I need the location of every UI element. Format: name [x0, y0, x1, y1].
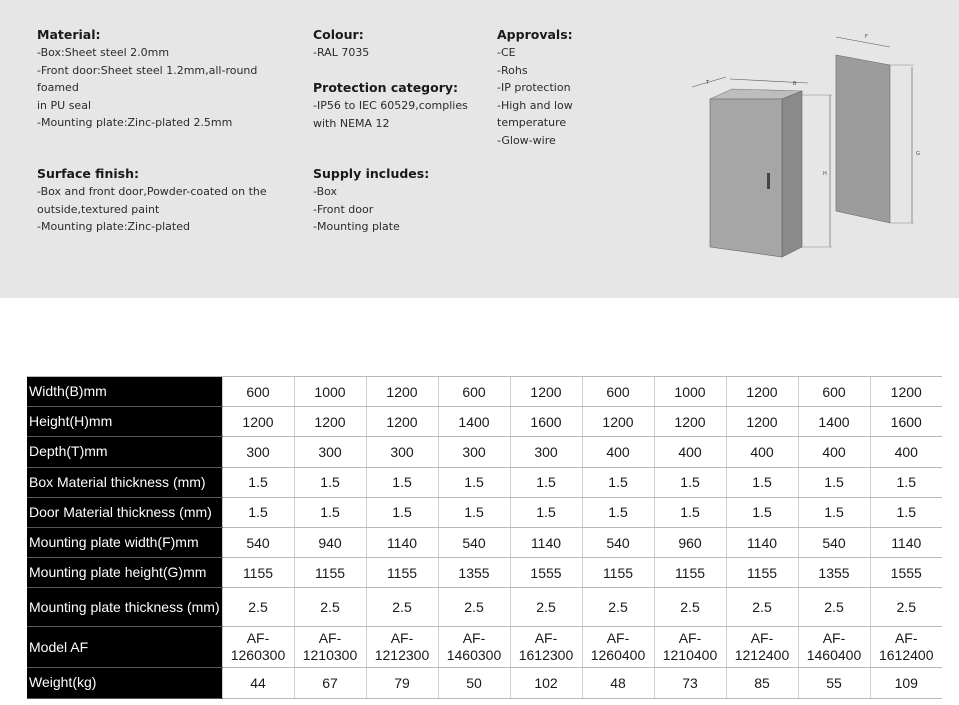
table-cell: 1155 — [222, 558, 294, 588]
table-cell: 1155 — [366, 558, 438, 588]
table-cell: 1155 — [582, 558, 654, 588]
table-cell: 600 — [222, 377, 294, 407]
table-cell: 55 — [798, 668, 870, 698]
door-handle — [767, 173, 770, 189]
table-cell: AF-1460400 — [798, 627, 870, 668]
table-cell: 1200 — [366, 407, 438, 437]
table-cell: 1.5 — [366, 467, 438, 497]
table-cell: 1155 — [654, 558, 726, 588]
dim-line-plate-width — [836, 37, 890, 47]
table-cell: 600 — [582, 377, 654, 407]
table-row — [27, 588, 942, 627]
table-cell: 300 — [438, 437, 510, 467]
table-cell: AF-1260400 — [582, 627, 654, 668]
table-cell: 1200 — [870, 377, 942, 407]
table-cell: 2.5 — [222, 588, 294, 627]
table-cell: 1600 — [870, 407, 942, 437]
table-cell: 1140 — [366, 527, 438, 557]
table-row — [27, 497, 942, 527]
table-row — [27, 558, 942, 588]
table-cell: 300 — [222, 437, 294, 467]
table-cell: 1.5 — [510, 467, 582, 497]
table-cell: 600 — [798, 377, 870, 407]
table-cell: 2.5 — [294, 588, 366, 627]
spec-protection-line: -IP56 to IEC 60529,complies — [313, 99, 468, 112]
table-cell: 2.5 — [798, 588, 870, 627]
table-cell: 400 — [870, 437, 942, 467]
enclosure-illustration — [680, 25, 930, 270]
table-cell: 400 — [582, 437, 654, 467]
spec-colour-line: -RAL 7035 — [313, 46, 370, 59]
table-cell: 300 — [294, 437, 366, 467]
table-cell: 540 — [438, 527, 510, 557]
spec-table-body — [27, 377, 942, 699]
table-cell: 2.5 — [726, 588, 798, 627]
table-row — [27, 377, 942, 407]
table-row — [27, 527, 942, 557]
table-cell: 73 — [654, 668, 726, 698]
row-label: Mounting plate thickness (mm) — [27, 588, 222, 627]
table-cell: 1.5 — [294, 497, 366, 527]
table-cell: 540 — [222, 527, 294, 557]
spec-material-title: Material: — [37, 27, 101, 42]
table-cell: 960 — [654, 527, 726, 557]
spec-protection-title: Protection category: — [313, 80, 459, 95]
table-cell: 1355 — [798, 558, 870, 588]
table-cell: 1.5 — [870, 467, 942, 497]
table-cell: 1140 — [510, 527, 582, 557]
spec-panel — [0, 0, 959, 298]
table-cell: 1140 — [726, 527, 798, 557]
table-cell: 1555 — [510, 558, 582, 588]
table-cell: 1.5 — [294, 467, 366, 497]
table-cell: 540 — [798, 527, 870, 557]
table-cell: AF-1460300 — [438, 627, 510, 668]
table-cell: 1.5 — [438, 467, 510, 497]
table-cell: 2.5 — [438, 588, 510, 627]
spec-supply — [313, 165, 483, 236]
table-cell: 1200 — [366, 377, 438, 407]
row-label: Mounting plate height(G)mm — [27, 558, 222, 588]
table-cell: 1600 — [510, 407, 582, 437]
spec-approvals-line: temperature — [497, 116, 567, 129]
table-cell: 2.5 — [582, 588, 654, 627]
table-cell: 1200 — [582, 407, 654, 437]
table-cell: AF-1212300 — [366, 627, 438, 668]
table-cell: 1155 — [726, 558, 798, 588]
spec-approvals-line: -Rohs — [497, 63, 528, 77]
table-cell: 2.5 — [510, 588, 582, 627]
cabinet-side — [782, 91, 802, 257]
table-cell: 600 — [438, 377, 510, 407]
spec-protection-line: with NEMA 12 — [313, 116, 390, 130]
spec-approvals-line: -Glow-wire — [497, 133, 556, 147]
table-cell: 1.5 — [870, 497, 942, 527]
table-cell: 1155 — [294, 558, 366, 588]
table-cell: 1.5 — [726, 467, 798, 497]
spec-colour-title: Colour: — [313, 27, 364, 42]
cabinet-front-door — [710, 99, 782, 257]
table-cell: 1200 — [726, 407, 798, 437]
row-label: Door Material thickness (mm) — [27, 497, 222, 527]
table-cell: 300 — [510, 437, 582, 467]
table-cell: 85 — [726, 668, 798, 698]
table-cell: 1.5 — [510, 497, 582, 527]
table-cell: 1200 — [222, 407, 294, 437]
table-cell: 1400 — [798, 407, 870, 437]
table-cell: 1000 — [294, 377, 366, 407]
table-cell: 1.5 — [222, 497, 294, 527]
table-cell: 102 — [510, 668, 582, 698]
table-cell: 1200 — [654, 407, 726, 437]
spec-surface-title: Surface finish: — [37, 166, 139, 181]
table-cell: AF-1612300 — [510, 627, 582, 668]
table-row — [27, 668, 942, 698]
spec-surface-line: -Mounting plate:Zinc-plated — [37, 220, 190, 233]
spec-approvals — [497, 26, 617, 149]
table-cell: AF-1210300 — [294, 627, 366, 668]
spec-approvals-line: -IP protection — [497, 81, 571, 94]
table-row — [27, 467, 942, 497]
table-cell: AF-1260300 — [222, 627, 294, 668]
table-cell: 1200 — [294, 407, 366, 437]
table-cell: 50 — [438, 668, 510, 698]
table-cell: 48 — [582, 668, 654, 698]
table-cell: 1.5 — [438, 497, 510, 527]
spec-supply-title: Supply includes: — [313, 166, 430, 181]
row-label: Depth(T)mm — [27, 437, 222, 467]
table-cell: 1.5 — [366, 497, 438, 527]
table-cell: 1.5 — [222, 467, 294, 497]
table-row — [27, 627, 942, 668]
table-cell: 67 — [294, 668, 366, 698]
table-cell: 1.5 — [654, 497, 726, 527]
table-cell: 1.5 — [654, 467, 726, 497]
spec-material-line: in PU seal — [37, 98, 92, 112]
table-cell: 1200 — [726, 377, 798, 407]
table-row — [27, 437, 942, 467]
label-h: H — [823, 171, 827, 177]
row-label: Box Material thickness (mm) — [27, 467, 222, 497]
table-cell: 1555 — [870, 558, 942, 588]
spec-supply-line: -Front door — [313, 202, 374, 216]
spec-surface-line: outside,textured paint — [37, 202, 160, 216]
spec-colour — [313, 26, 483, 62]
row-label: Width(B)mm — [27, 377, 222, 407]
spec-supply-line: -Mounting plate — [313, 220, 400, 233]
spec-material-line: -Mounting plate:Zinc-plated 2.5mm — [37, 116, 233, 129]
table-cell: 44 — [222, 668, 294, 698]
table-cell: 400 — [798, 437, 870, 467]
table-cell: 1400 — [438, 407, 510, 437]
spec-approvals-title: Approvals: — [497, 27, 573, 42]
table-cell: 1140 — [870, 527, 942, 557]
spec-material — [37, 26, 297, 132]
table-cell: 1200 — [510, 377, 582, 407]
table-cell: 1.5 — [726, 497, 798, 527]
row-label: Weight(kg) — [27, 668, 222, 698]
table-cell: 940 — [294, 527, 366, 557]
mounting-plate — [836, 55, 890, 223]
spec-protection — [313, 79, 483, 132]
table-cell: 2.5 — [654, 588, 726, 627]
table-cell: 2.5 — [870, 588, 942, 627]
spec-approvals-line: -High and low — [497, 98, 573, 112]
table-cell: 1.5 — [798, 467, 870, 497]
table-cell: 400 — [654, 437, 726, 467]
label-f: F — [865, 34, 868, 40]
table-cell: 300 — [366, 437, 438, 467]
spec-table — [27, 376, 942, 699]
table-cell: 1000 — [654, 377, 726, 407]
table-cell: 1.5 — [798, 497, 870, 527]
table-cell: 79 — [366, 668, 438, 698]
spec-supply-line: -Box — [313, 185, 338, 198]
table-cell: 1.5 — [582, 467, 654, 497]
spec-surface-line: -Box and front door,Powder-coated on the — [37, 185, 267, 198]
table-row — [27, 407, 942, 437]
table-cell: 1.5 — [582, 497, 654, 527]
table-cell: 1355 — [438, 558, 510, 588]
row-label: Model AF — [27, 627, 222, 668]
row-label: Height(H)mm — [27, 407, 222, 437]
table-cell: 400 — [726, 437, 798, 467]
label-g: G — [916, 151, 920, 157]
table-cell: AF-1212400 — [726, 627, 798, 668]
table-cell: 109 — [870, 668, 942, 698]
table-cell: AF-1612400 — [870, 627, 942, 668]
table-cell: AF-1210400 — [654, 627, 726, 668]
label-b: B — [793, 81, 797, 87]
table-cell: 2.5 — [366, 588, 438, 627]
spec-material-line: -Front door:Sheet steel 1.2mm,all-round foamed — [37, 63, 258, 94]
spec-approvals-line: -CE — [497, 46, 516, 59]
spec-surface — [37, 165, 297, 236]
table-cell: 540 — [582, 527, 654, 557]
row-label: Mounting plate width(F)mm — [27, 527, 222, 557]
spec-material-line: -Box:Sheet steel 2.0mm — [37, 46, 170, 59]
label-t: T — [706, 80, 710, 86]
